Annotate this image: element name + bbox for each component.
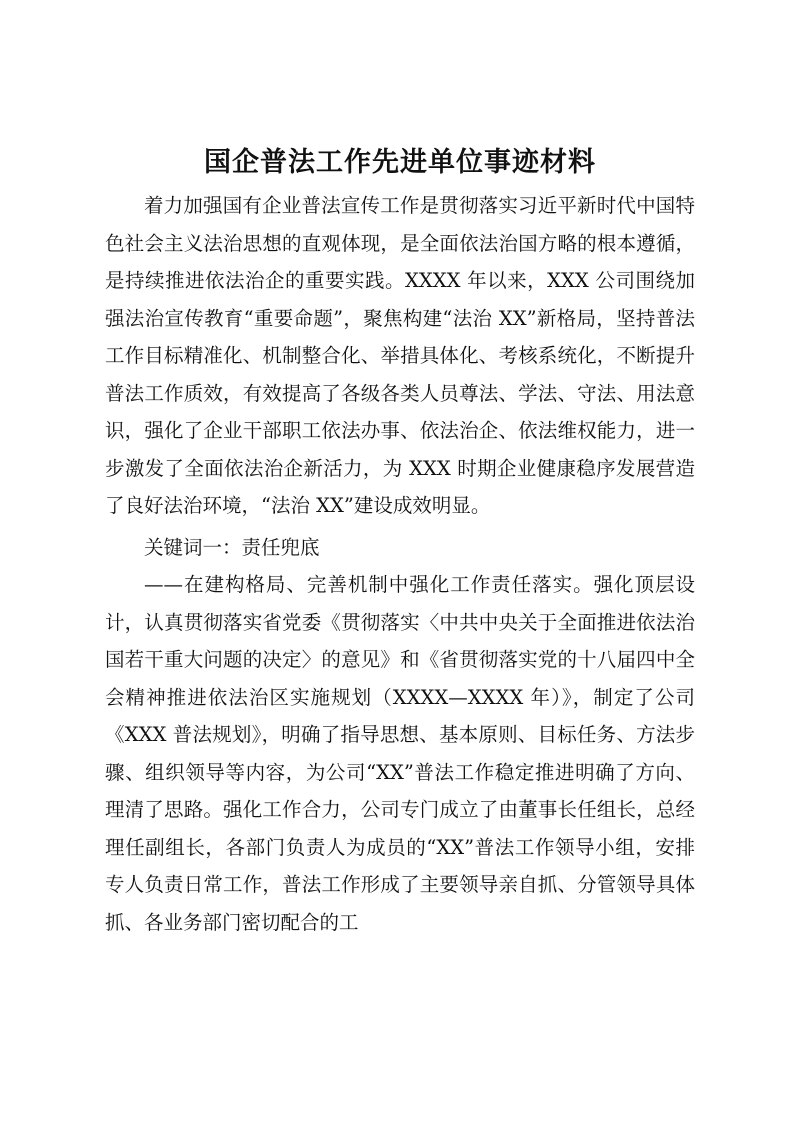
intro-paragraph: 着力加强国有企业普法宣传工作是贯彻落实习近平新时代中国特色社会主义法治思想的直观体现，是全面依法治国方略的根本遵循，是持续推进依法治企的重要实践。XXXX 年以来，XXX 公司围绕加强法治宣传教育“重要命题”，聚焦构建“法治 XX”新格局，坚持普法工作目标精准化、机制整合化、举措具体化、考核系统化，不断提升普法工作质效，有效提高了各级各类人员尊法、学法、守法、用法意识，强化了企业干部职工依法办事、依法治企、依法维权能力，进一步激发了全面依法治企新活力，为 XXX 时期企业健康稳序发展营造了良好法治环境，“法治 XX”建设成效明显。 [105,194,695,517]
document-title: 国企普法工作先进单位事迹材料 [204,147,596,178]
document-body [105,187,695,941]
keyword-heading: 关键词一：责任兜底 [144,535,320,559]
responsibility-paragraph: ——在建构格局、完善机制中强化工作责任落实。强化顶层设计，认真贯彻落实省党委《贯彻落实〈中共中央关于全面推进依法治国若干重大问题的决定〉的意见》和《省贯彻落实党的十八届四中全会精神推进依法治区实施规划（XXXX—XXXX 年）》，制定了公司《XXX 普法规划》，明确了指导思想、基本原则、目标任务、方法步骤、组织领导等内容，为公司“XX”普法工作稳定推进明确了方向、理清了思路。强化工作合力，公司专门成立了由董事长任组长，总经理任副组长，各部门负责人为成员的“XX”普法工作领导小组，安排专人负责日常工作，普法工作形成了主要领导亲自抓、分管领导具体抓、各业务部门密切配合的工 [105,573,695,934]
